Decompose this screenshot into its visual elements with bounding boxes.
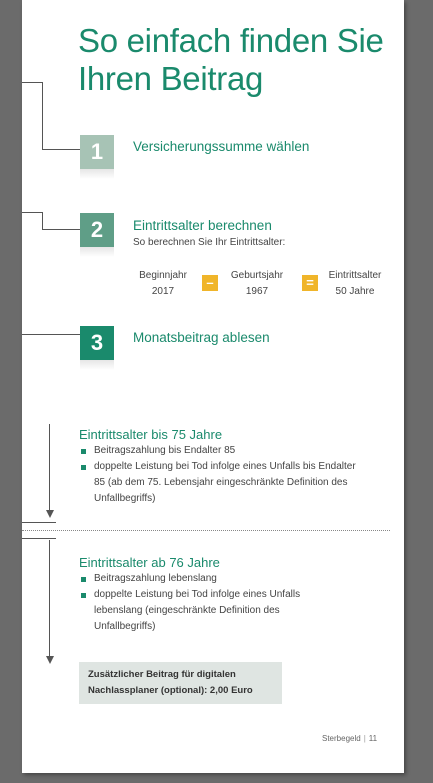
calc-birth-year-label: Geburtsjahr xyxy=(230,270,284,281)
note-line2: Nachlassplaner (optional): 2,00 Euro xyxy=(88,685,253,696)
calc-entry-age-value: 50 Jahre xyxy=(335,286,375,297)
list-item: doppelte Leistung bei Tod infolge eines Unfalls bis Endalter 85 (ab dem 75. Lebensjahr eingeschränkte Definition des Unfallbegriffs) xyxy=(79,459,369,507)
dotted-divider xyxy=(22,530,390,531)
step-1-number: 1 xyxy=(80,135,114,169)
list-item: doppelte Leistung bei Tod infolge eines Unfalls lebenslang (eingeschränkte Definition des Unfallbegriffs) xyxy=(79,587,329,635)
step-2-number: 2 xyxy=(80,213,114,247)
calc-birth-year-value: 1967 xyxy=(245,286,269,297)
connector-line xyxy=(42,229,80,230)
page-title-line2: Ihren Beitrag xyxy=(78,60,264,97)
separator-line xyxy=(22,522,56,523)
connector-line xyxy=(42,82,43,149)
equals-operator: = xyxy=(302,275,318,291)
calc-entry-age-label: Eintrittsalter xyxy=(328,270,382,281)
separator-line xyxy=(22,538,56,539)
page-title-line1: So einfach finden Sie xyxy=(78,22,384,59)
page-title xyxy=(78,22,384,98)
minus-operator: – xyxy=(202,275,218,291)
calc-start-year-value: 2017 xyxy=(151,286,175,297)
arrow-line xyxy=(49,424,50,512)
connector-line xyxy=(22,334,80,335)
section-2-heading: Eintrittsalter ab 76 Jahre xyxy=(79,555,220,570)
calc-start-year-label: Beginnjahr xyxy=(139,270,187,281)
connector-line xyxy=(22,212,42,213)
connector-line xyxy=(42,212,43,229)
arrow-down-icon xyxy=(46,656,54,664)
section-1-heading: Eintrittsalter bis 75 Jahre xyxy=(79,427,223,442)
step-3-number: 3 xyxy=(80,326,114,360)
step-1-shadow xyxy=(80,169,114,179)
step-3-title: Monatsbeitrag ablesen xyxy=(133,330,270,345)
step-1-title: Versicherungssumme wählen xyxy=(133,139,310,154)
arrow-line xyxy=(49,540,50,658)
note-text xyxy=(88,667,253,699)
page-number: 11 xyxy=(368,734,378,743)
calc-birth-year xyxy=(217,268,297,300)
calc-entry-age xyxy=(315,268,395,300)
step-2-title: Eintrittsalter berechnen xyxy=(133,218,272,233)
footer-label: Sterbegeld xyxy=(322,734,361,743)
step-3-shadow xyxy=(80,360,114,370)
connector-line xyxy=(42,149,80,150)
note-line1: Zusätzlicher Beitrag für digitalen xyxy=(88,669,236,680)
section-1-list xyxy=(79,443,369,507)
calc-start-year xyxy=(123,268,203,300)
arrow-down-icon xyxy=(46,510,54,518)
page-footer xyxy=(322,734,377,743)
footer-separator: | xyxy=(363,734,366,743)
step-2-shadow xyxy=(80,247,114,257)
section-2-list xyxy=(79,571,329,635)
list-item: Beitragszahlung lebenslang xyxy=(79,571,329,587)
digital-estate-planner-note xyxy=(79,662,282,704)
list-item: Beitragszahlung bis Endalter 85 xyxy=(79,443,369,459)
brochure-page xyxy=(22,0,404,773)
step-2-subtitle: So berechnen Sie Ihr Eintrittsalter: xyxy=(133,237,286,248)
connector-line xyxy=(22,82,42,83)
